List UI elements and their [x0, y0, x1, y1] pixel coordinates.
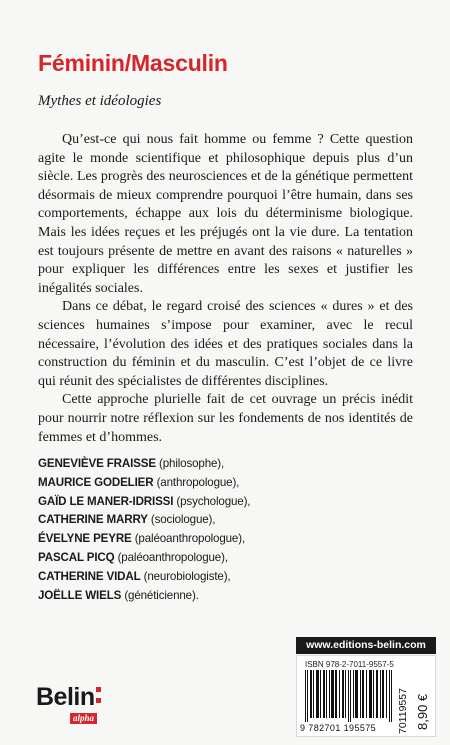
barcode-number: 9 782701 195575 — [300, 723, 377, 733]
contributor-name: MAURICE GODELIER — [38, 475, 154, 489]
publisher-website: www.editions-belin.com — [296, 637, 436, 654]
publisher-logo — [36, 683, 116, 731]
contributor-item — [38, 549, 418, 568]
contributor-role: (philosophe), — [159, 457, 225, 470]
contributor-item — [38, 587, 418, 606]
contributor-name: CATHERINE MARRY — [38, 513, 148, 527]
contributor-item — [38, 493, 418, 512]
contributor-name: GAÏD LE MANER-IDRISSI — [38, 494, 174, 508]
barcode-icon — [305, 670, 393, 722]
book-subtitle: Mythes et idéologies — [38, 93, 162, 109]
contributor-item — [38, 455, 418, 474]
contributor-role: (psychologue), — [176, 494, 251, 508]
contributor-item — [38, 530, 418, 549]
contributor-role: (paléoanthropologue), — [134, 532, 246, 546]
blurb-paragraph: Cette approche plurielle fait de cet ouvrage un précis inédit pour nourrir notre réflexion sur les fondements de nos identités de femmes et d’hommes. — [38, 392, 413, 445]
logo-wordmark: Belin — [36, 683, 95, 711]
contributor-item — [38, 474, 418, 493]
blurb-paragraph: Qu’est-ce qui nous fait homme ou femme ? Cette question agite le monde scientifique et philosophique depuis plus d’un siècle. Les progrès des neurosciences et de la génétique permettent désormais de mieux comprendre pourquoi l’être humain, dans ses comportements, échappe aux lois du déterminisme biologique. Mais les idées reçues et les préjugés ont la vie dure. La tentation est toujours présente de mettre en avant des raisons « naturelles » pour expliquer les différences entre les sexes et justifier les inégalités sociales. — [38, 132, 413, 296]
contributor-role: (neurobiologiste), — [143, 569, 231, 583]
contributor-name: PASCAL PICQ — [38, 550, 115, 564]
logo-colon-mark — [96, 687, 101, 709]
blurb-text — [38, 131, 413, 447]
contributor-name: CATHERINE VIDAL — [38, 569, 141, 583]
contributor-list — [38, 455, 418, 605]
barcode-panel — [296, 655, 436, 737]
contributor-name: ÉVELYNE PEYRE — [38, 532, 132, 546]
contributor-role: (généticienne). — [124, 588, 199, 602]
book-title: Féminin/Masculin — [38, 50, 228, 76]
blurb-paragraph: Dans ce débat, le regard croisé des sciences « dures » et des sciences humaines s’impose pour examiner, avec le recul nécessaire, l’évolution des idées et des pratiques sociales dans la construction du féminin et du masculin. C’est l’objet de ce livre qui réunit des spécialistes de différentes disciplines. — [38, 299, 413, 389]
contributor-role: (paléoanthropologue), — [117, 550, 228, 564]
contributor-item — [38, 568, 418, 587]
logo-collection-tag: alpha — [70, 713, 97, 724]
isbn-text: ISBN 978-2-7011-9557-5 — [305, 660, 394, 669]
contributor-name: JOËLLE WIELS — [38, 588, 122, 602]
contributor-item — [38, 511, 418, 530]
price-label: 8,90 € — [415, 693, 430, 730]
product-code: 70119557 — [397, 688, 409, 734]
contributor-role: (anthropologue), — [156, 475, 240, 489]
contributor-name: GENEVIÈVE FRAISSE — [38, 457, 156, 470]
contributor-role: (sociologue), — [150, 513, 216, 527]
